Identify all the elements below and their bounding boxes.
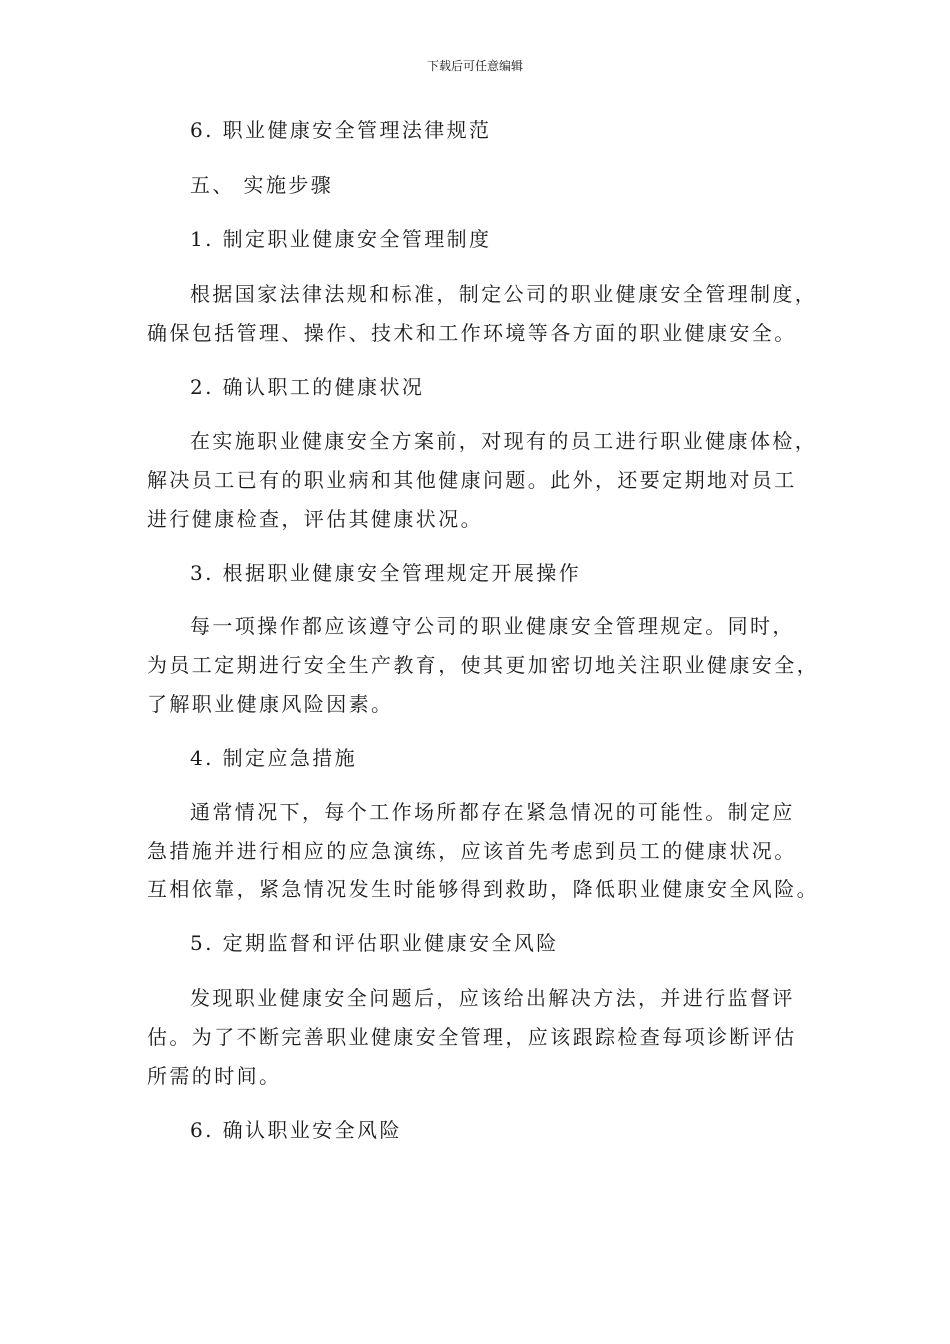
- heading-6-confirm-risk: 6. 确认职业安全风险: [190, 1118, 402, 1142]
- paragraph-2-line-1: 在实施职业健康安全方案前，对现有的员工进行职业健康体检，: [190, 429, 818, 453]
- page-header: 下载后可任意编辑: [426, 59, 523, 73]
- paragraph-2-line-3: 进行健康检查，评估其健康状况。: [147, 507, 483, 531]
- paragraph-3-line-3: 了解职业健康风险因素。: [147, 692, 394, 716]
- heading-1-formulate-system: 1. 制定职业健康安全管理制度: [190, 227, 492, 251]
- paragraph-5-line-1: 发现职业健康安全问题后，应该给出解决方法，并进行监督评: [190, 986, 795, 1010]
- heading-3-operations: 3. 根据职业健康安全管理规定开展操作: [190, 561, 582, 585]
- heading-4-emergency: 4. 制定应急措施: [190, 746, 358, 770]
- paragraph-4-line-3: 互相依靠，紧急情况发生时能够得到救助，降低职业健康安全风险。: [147, 877, 819, 901]
- section-heading-implementation: 五、 实施步骤: [190, 173, 334, 197]
- paragraph-3-line-1: 每一项操作都应该遵守公司的职业健康安全管理规定。同时，: [190, 614, 795, 638]
- paragraph-4-line-1: 通常情况下，每个工作场所都存在紧急情况的可能性。制定应: [190, 800, 795, 824]
- paragraph-4-line-2: 急措施并进行相应的应急演练，应该首先考虑到员工的健康状况。: [147, 839, 797, 863]
- heading-2-health-status: 2. 确认职工的健康状况: [190, 375, 425, 399]
- paragraph-5-line-2: 估。为了不断完善职业健康安全管理，应该跟踪检查每项诊断评估: [147, 1025, 797, 1049]
- paragraph-2-line-2: 解决员工已有的职业病和其他健康问题。此外，还要定期地对员工: [147, 468, 797, 492]
- paragraph-3-line-2: 为员工定期进行安全生产教育，使其更加密切地关注职业健康安全，: [147, 653, 819, 677]
- paragraph-5-line-3: 所需的时间。: [147, 1064, 282, 1088]
- paragraph-1-line-1: 根据国家法律法规和标准，制定公司的职业健康安全管理制度，: [190, 282, 818, 306]
- heading-5-monitor-assess: 5. 定期监督和评估职业健康安全风险: [190, 931, 559, 955]
- heading-6-legal-norms: 6. 职业健康安全管理法律规范: [190, 118, 492, 142]
- paragraph-1-line-2: 确保包括管理、操作、技术和工作环境等各方面的职业健康安全。: [147, 321, 797, 345]
